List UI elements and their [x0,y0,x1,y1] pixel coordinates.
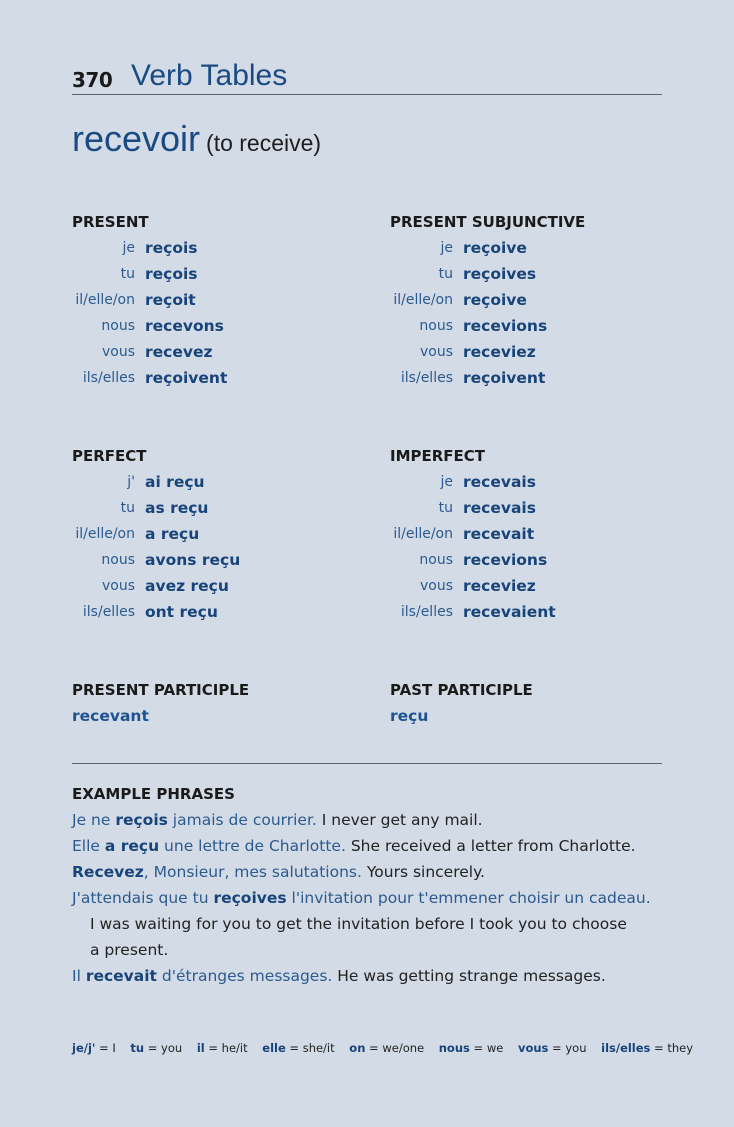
verb-form: reçois [145,239,198,257]
verb-form: a reçu [145,525,200,543]
legend-item: ils/elles = they [601,1041,694,1055]
pronoun: il/elle/on [393,526,453,542]
verb-form: avons reçu [145,551,241,569]
english-translation: I was waiting for you to get the invitation before I took you to choose [90,915,627,933]
verb-form: recevons [145,317,224,335]
tense-imperfect [390,443,690,625]
conjugation-row [72,261,372,287]
tense-title: PERFECT [72,447,147,465]
participle-value: reçu [390,707,429,725]
verb-form: reçoive [463,239,527,257]
pronoun: tu [438,500,453,516]
tense-title: IMPERFECT [390,447,486,465]
french-text: Je ne reçois jamais de courrier. [72,811,317,829]
pronoun: il/elle/on [75,526,135,542]
tense-present-subjunctive [390,209,690,391]
conjugation-row [72,495,372,521]
example-phrase [72,859,672,885]
pronoun: je [440,240,453,256]
verb-form: receviez [463,577,536,595]
verb-form: ont reçu [145,603,218,621]
conjugation-row [72,599,372,625]
example-phrase [72,807,672,833]
example-phrase [72,833,672,859]
tense-title: PRESENT [72,213,149,231]
past-participle [390,677,533,729]
conjugation-row [72,235,372,261]
pronoun: ils/elles [82,604,135,620]
verb-form: recevais [463,499,536,517]
verb-form: recevez [145,343,213,361]
verb-form: recevais [463,473,536,491]
section-divider [72,763,662,764]
section-title: Verb Tables [131,59,288,92]
tense-title: PRESENT SUBJUNCTIVE [390,213,586,231]
legend-item: tu = you [130,1041,183,1055]
pronoun: vous [419,578,453,594]
legend-item: il = he/it [196,1041,248,1055]
pronoun: vous [419,344,453,360]
conjugation-row [390,495,690,521]
example-phrases [72,781,672,989]
pronoun: vous [101,578,135,594]
conjugation-row [72,287,372,313]
tense-present [72,209,372,391]
verb-form: reçoivent [145,369,228,387]
verb-form: reçoive [463,291,527,309]
legend-item: vous = you [517,1041,587,1055]
participle-value: recevant [72,707,149,725]
conjugation-row [72,313,372,339]
pronoun: je [440,474,453,490]
conjugation-row [390,521,690,547]
verb-heading [72,118,321,160]
present-participle [72,677,249,729]
example-phrase [72,963,672,989]
verb-form: reçoit [145,291,196,309]
french-text: Il recevait d'étranges messages. [72,967,333,985]
verb-form: ai reçu [145,473,205,491]
conjugation-row [390,339,690,365]
pronoun: tu [438,266,453,282]
conjugation-row [390,599,690,625]
legend-item: je/j' = I [72,1041,116,1055]
verb-form: reçois [145,265,198,283]
conjugation-row [390,469,690,495]
verb-form: recevait [463,525,535,543]
conjugation-row [72,339,372,365]
verb-form: receviez [463,343,536,361]
verb-form: avez reçu [145,577,229,595]
pronoun: ils/elles [82,370,135,386]
french-text: J'attendais que tu reçoives l'invitation pour t'emmener choisir un cadeau. [72,889,651,907]
legend-item: elle = she/it [262,1041,335,1055]
page-number: 370 [72,68,113,92]
english-translation-continued: a present. [90,941,169,959]
verb-form: recevaient [463,603,556,621]
conjugation-row [72,365,372,391]
pronoun: nous [419,552,453,568]
pronoun: je [122,240,135,256]
pronoun: tu [120,500,135,516]
conjugation-row [390,365,690,391]
conjugation-row [72,521,372,547]
pronoun: ils/elles [400,370,453,386]
english-translation: Yours sincerely. [361,863,485,881]
verb-form: recevions [463,317,548,335]
participle-title: PRESENT PARTICIPLE [72,681,250,699]
page-header [72,56,662,95]
tense-perfect [72,443,372,625]
conjugation-row [390,547,690,573]
pronoun: nous [419,318,453,334]
conjugation-row [390,235,690,261]
english-translation: He was getting strange messages. [332,967,606,985]
verb-form: as reçu [145,499,209,517]
pronoun: ils/elles [400,604,453,620]
pronoun-legend [72,1041,704,1055]
english-translation: I never get any mail. [316,811,483,829]
english-translation: She received a letter from Charlotte. [345,837,636,855]
verb-infinitive: recevoir [72,118,201,159]
pronoun: nous [101,552,135,568]
pronoun: tu [120,266,135,282]
pronoun: nous [101,318,135,334]
conjugation-row [390,573,690,599]
examples-title: EXAMPLE PHRASES [72,785,235,803]
conjugation-row [390,261,690,287]
conjugation-row [72,469,372,495]
pronoun: j' [127,474,135,490]
verb-form: reçoivent [463,369,546,387]
pronoun: il/elle/on [393,292,453,308]
verb-form: recevions [463,551,548,569]
french-text: Recevez, Monsieur, mes salutations. [72,863,362,881]
verb-form: reçoives [463,265,537,283]
conjugation-row [390,313,690,339]
conjugation-row [72,573,372,599]
verb-gloss: (to receive) [206,130,322,156]
pronoun: vous [101,344,135,360]
participle-title: PAST PARTICIPLE [390,681,533,699]
french-text: Elle a reçu une lettre de Charlotte. [72,837,346,855]
pronoun: il/elle/on [75,292,135,308]
legend-item: nous = we [438,1041,504,1055]
example-phrase [72,885,672,911]
conjugation-row [72,547,372,573]
conjugation-row [390,287,690,313]
legend-item: on = we/one [349,1041,425,1055]
